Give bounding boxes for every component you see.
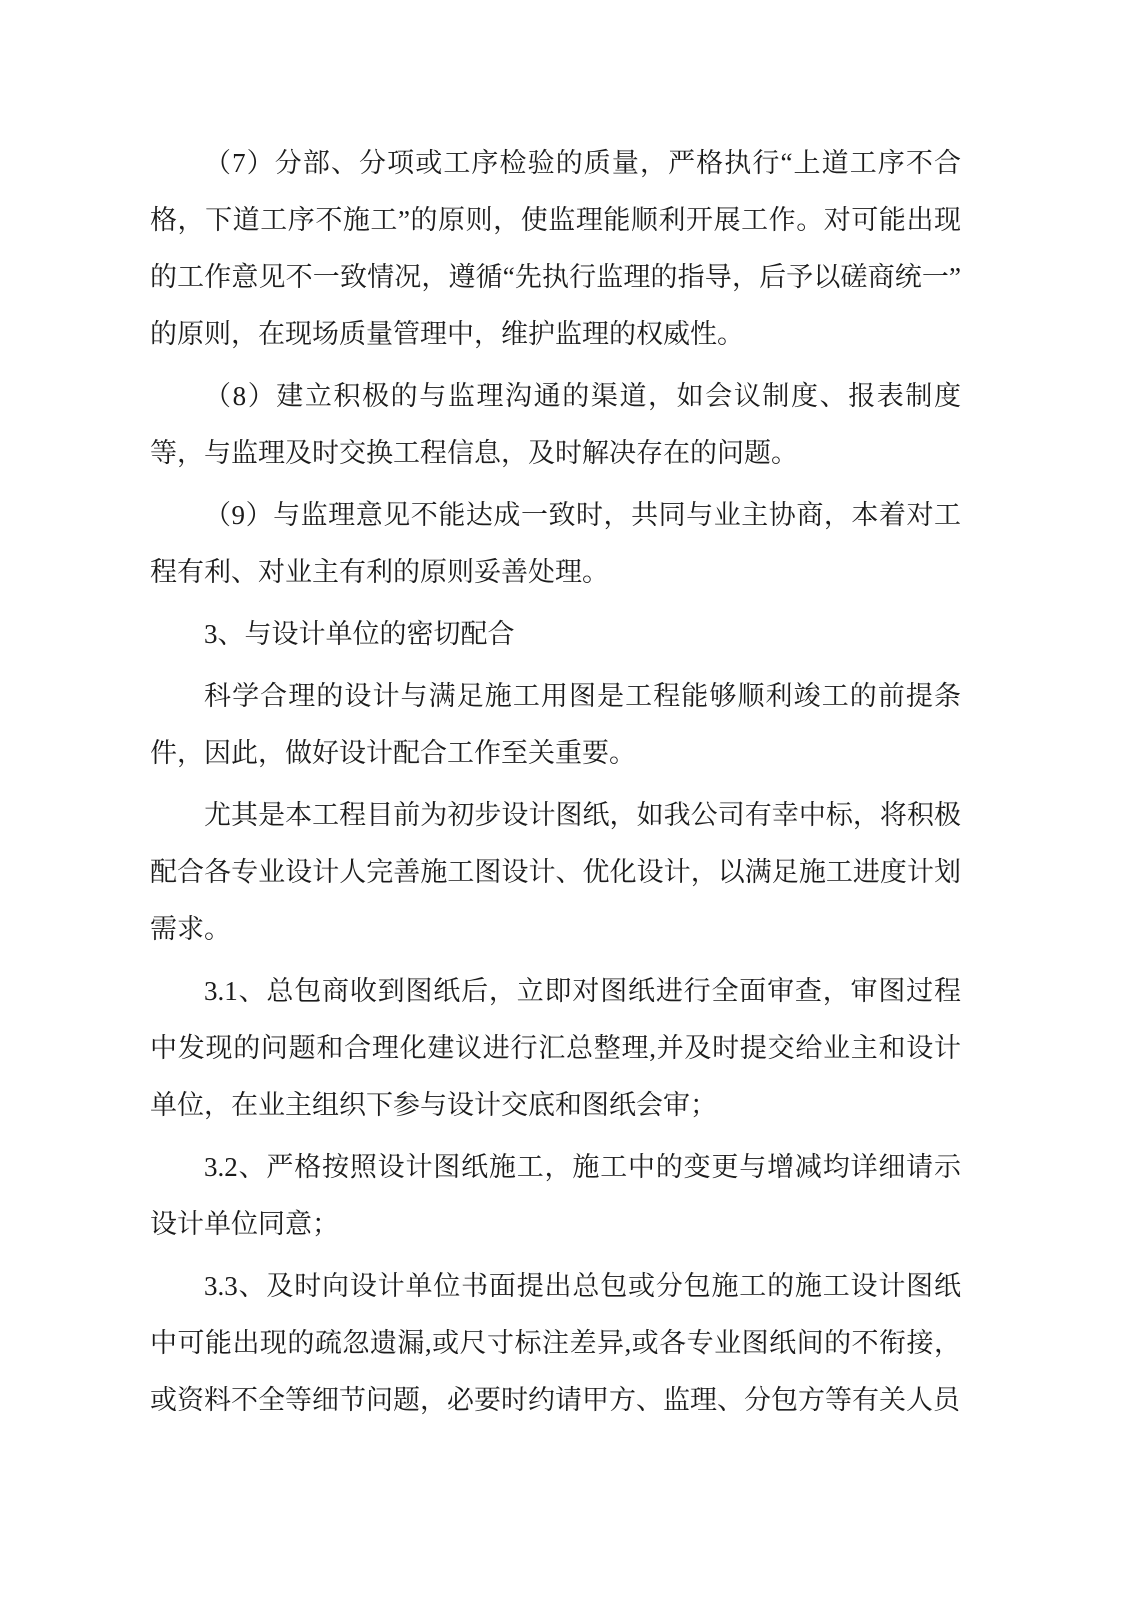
paragraph-item-9: （9）与监理意见不能达成一致时，共同与业主协商，本着对工程有利、对业主有利的原则妥善处理。 [150, 500, 961, 587]
paragraph-3-3: 3.3、及时向设计单位书面提出总包或分包施工的施工设计图纸中可能出现的疏忽遗漏,或尺寸标注差异,或各专业图纸间的不衔接，或资料不全等细节问题，必要时约请甲方、监理、分包方等有关人员 [150, 1271, 961, 1415]
paragraph-3-1: 3.1、总包商收到图纸后，立即对图纸进行全面审查，审图过程中发现的问题和合理化建议进行汇总整理,并及时提交给业主和设计单位，在业主组织下参与设计交底和图纸会审； [150, 976, 961, 1120]
paragraph-item-8: （8）建立积极的与监理沟通的渠道，如会议制度、报表制度等，与监理及时交换工程信息，及时解决存在的问题。 [150, 381, 961, 468]
paragraph-design-cooperation: 尤其是本工程目前为初步设计图纸，如我公司有幸中标，将积极配合各专业设计人完善施工图设计、优化设计，以满足施工进度计划需求。 [150, 800, 961, 944]
section-heading-3: 3、与设计单位的密切配合 [204, 619, 515, 649]
paragraph-3-2: 3.2、严格按照设计图纸施工，施工中的变更与增减均详细请示设计单位同意； [150, 1152, 961, 1239]
paragraph-design-premise: 科学合理的设计与满足施工用图是工程能够顺利竣工的前提条件，因此，做好设计配合工作至关重要。 [150, 681, 961, 768]
paragraph-item-7: （7）分部、分项或工序检验的质量，严格执行“上道工序不合格，下道工序不施工”的原则，使监理能顺利开展工作。对可能出现的工作意见不一致情况，遵循“先执行监理的指导，后予以磋商统一”的原则，在现场质量管理中，维护监理的权威性。 [150, 148, 961, 349]
